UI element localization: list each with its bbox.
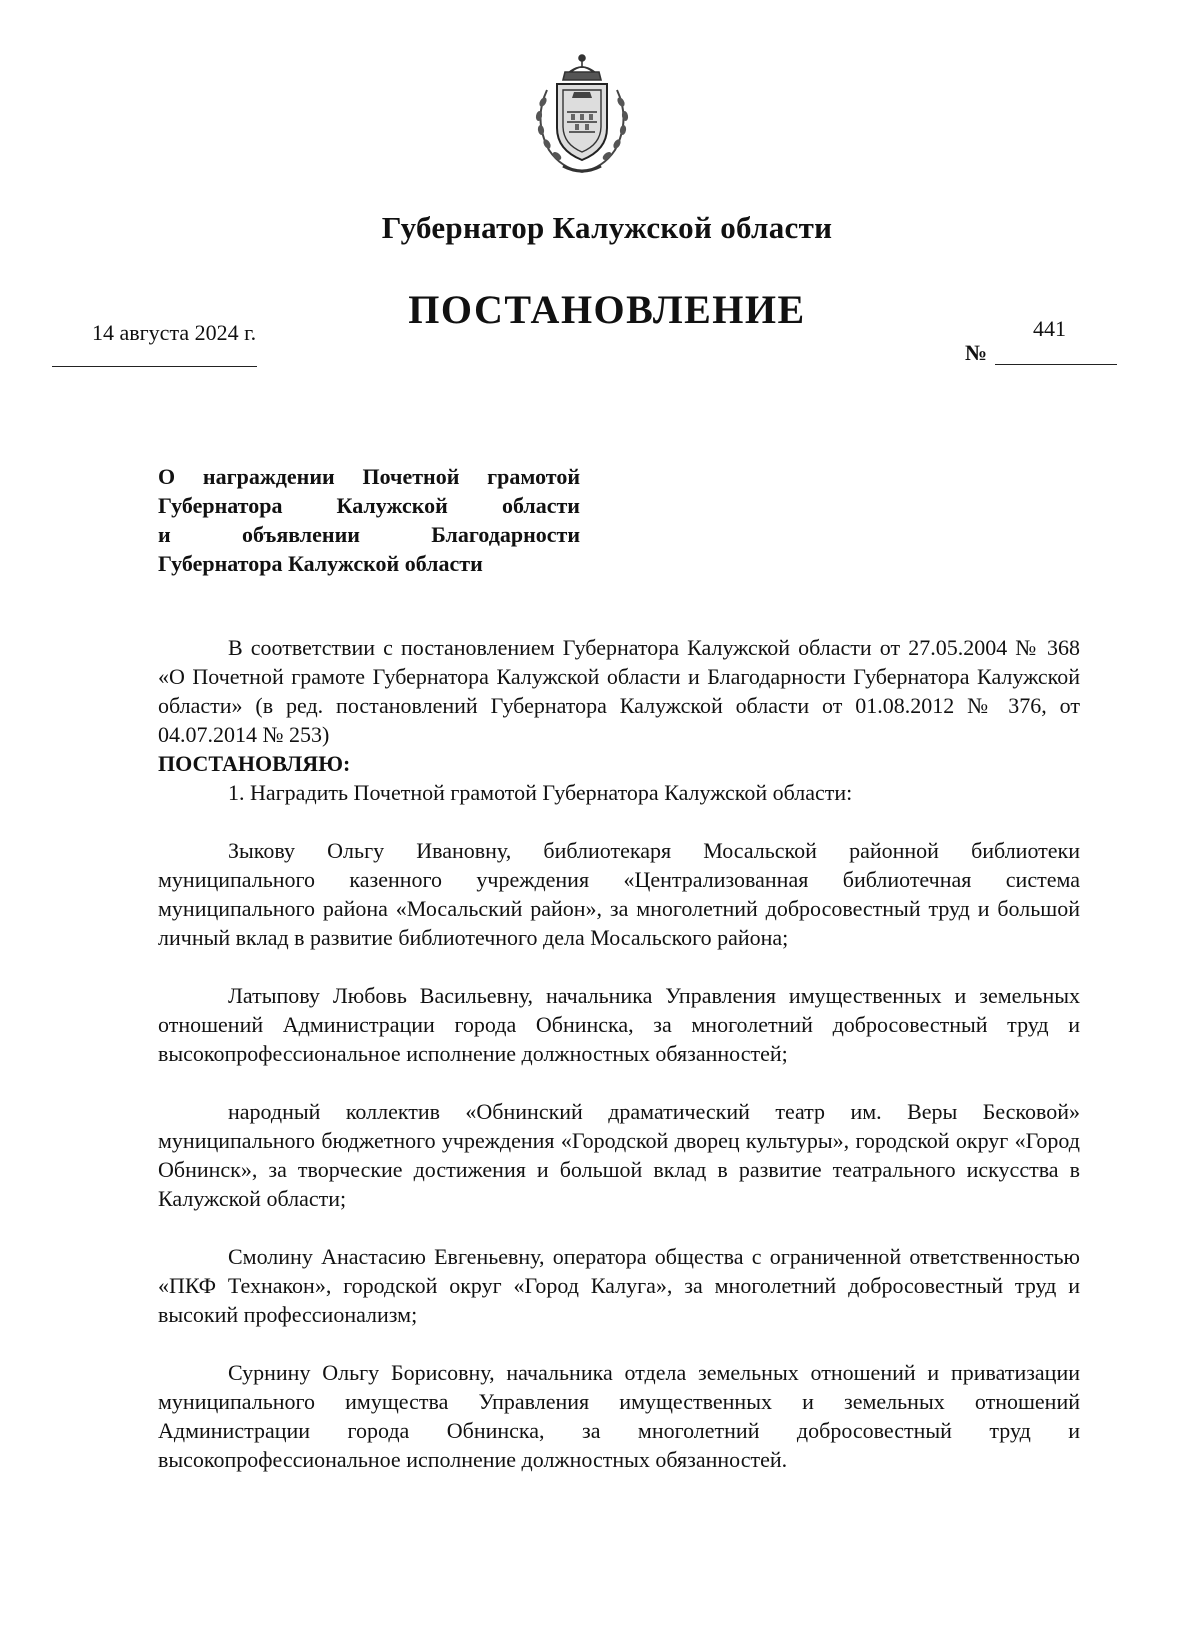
resolve-heading: ПОСТАНОВЛЯЮ: — [158, 751, 351, 776]
number-underline — [995, 364, 1117, 365]
number-label: № — [965, 340, 988, 365]
subject-line: Губернатора Калужской области — [158, 493, 580, 518]
document-date: 14 августа 2024 г. — [92, 320, 257, 345]
subject-line: и объявлении Благодарности — [158, 522, 580, 547]
issuer-title: Губернатор Калужской области — [381, 210, 833, 245]
awardee-paragraph: Латыпову Любовь Васильевну, начальника Управления имущественных и земельных отношений Администрации города Обнинска, за многолетний добросовестный труд и высокопрофессиональное исполнение должностных обязанностей; — [158, 983, 1080, 1066]
awardee-paragraph: народный коллектив «Обнинский драматический театр им. Веры Бесковой» муниципального бюджетного учреждения «Городской дворец культуры», городской округ «Город Обнинск», за творческие достижения и большой вклад в развитие театрального искусства в Калужской области; — [158, 1099, 1080, 1211]
document-body — [158, 633, 1080, 1474]
coat-of-arms-emblem — [527, 50, 637, 178]
document-subject — [158, 462, 580, 578]
awardee-paragraph: Зыкову Ольгу Ивановну, библиотекаря Мосальской районной библиотеки муниципального казенного учреждения «Централизованная библиотечная система муниципального района «Мосальский район», за многолетний добросовестный труд и большой личный вклад в развитие библиотечного дела Мосальского района; — [158, 838, 1080, 950]
date-underline — [52, 366, 257, 367]
preamble-paragraph: В соответствии с постановлением Губернатора Калужской области от 27.05.2004 № 368 «О Почетной грамоте Губернатора Калужской области и Благодарности Губернатора Калужской области» (в ред. постановлений Губернатора Калужской области от 01.08.2012 № 376, от 04.07.2014 № 253) — [158, 635, 1080, 747]
subject-line: О награждении Почетной грамотой — [158, 464, 580, 489]
document-number: 441 — [1033, 316, 1066, 341]
clause-1-heading: 1. Наградить Почетной грамотой Губернатора Калужской области: — [228, 780, 853, 805]
subject-line: Губернатора Калужской области — [158, 551, 483, 576]
awardee-paragraph: Смолину Анастасию Евгеньевну, оператора общества с ограниченной ответственностью «ПКФ Технакон», городской округ «Город Калуга», за многолетний добросовестный труд и высокий профессионализм; — [158, 1244, 1080, 1327]
awardee-paragraph: Сурнину Ольгу Борисовну, начальника отдела земельных отношений и приватизации муниципального имущества Управления имущественных и земельных отношений Администрации города Обнинска, за многолетний добросовестный труд и высокопрофессиональное исполнение должностных обязанностей. — [158, 1360, 1080, 1472]
document-type-title: ПОСТАНОВЛЕНИЕ — [408, 287, 806, 332]
